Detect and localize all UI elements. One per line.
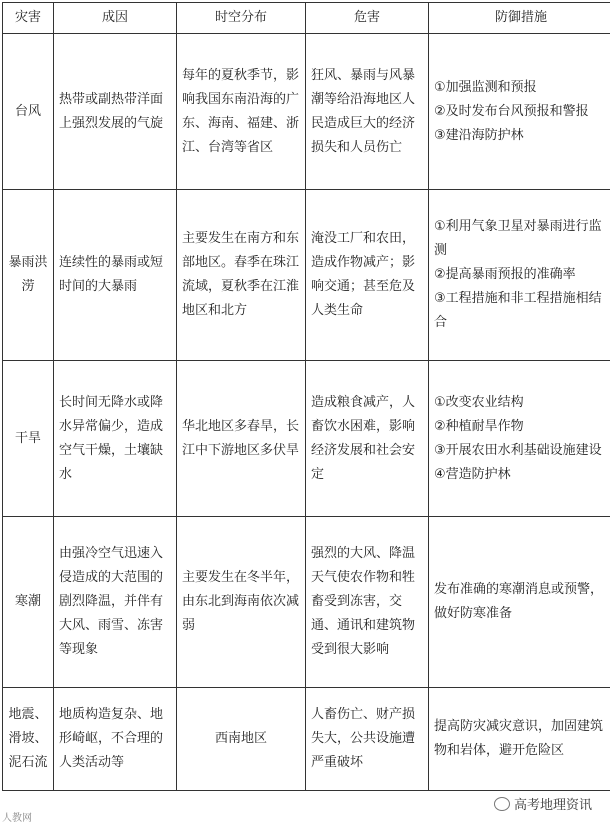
defense-item: ②及时发布台风预报和警报	[434, 103, 589, 119]
cell-harm: 造成粮食减产，人畜饮水困难，影响经济发展和社会安定	[306, 361, 429, 517]
cell-disaster: 地震、滑坡、泥石流	[3, 688, 54, 791]
cell-harm: 狂风、暴雨与风暴潮等给沿海地区人民造成巨大的经济损失和人员伤亡	[306, 34, 429, 190]
cell-cause: 长时间无降水或降水异常偏少，造成空气干燥，土壤缺水	[54, 361, 177, 517]
cell-cause: 地质构造复杂、地形崎岖，不合理的人类活动等	[54, 688, 177, 791]
table-header-row	[3, 3, 610, 34]
defense-item: ①加强监测和预报	[434, 79, 537, 95]
table-row	[3, 190, 610, 361]
disaster-table	[2, 2, 610, 791]
watermark-right	[490, 793, 596, 814]
defense-item: ①利用气象卫星对暴雨进行监测	[434, 219, 602, 258]
cell-defense	[429, 361, 610, 517]
defense-item: ③开展农田水利基础设施建设	[434, 442, 602, 458]
defense-item: 发布准确的寒潮消息或预警，做好防寒准备	[434, 582, 604, 621]
defense-item: ③工程措施和非工程措施相结合	[434, 291, 602, 330]
header-disaster: 灾害	[3, 3, 54, 34]
cell-defense	[429, 517, 610, 688]
cell-harm: 人畜伤亡、财产损失大，公共设施遭严重破坏	[306, 688, 429, 791]
cell-defense	[429, 34, 610, 190]
cell-distribution: 华北地区多春旱，长江中下游地区多伏旱	[177, 361, 306, 517]
cell-disaster: 台风	[3, 34, 54, 190]
defense-item: 提高防灾减灾意识，加固建筑物和岩体，避开危险区	[434, 719, 604, 758]
cell-defense	[429, 688, 610, 791]
watermark-left: 人教网	[2, 813, 32, 824]
cell-distribution: 主要发生在冬半年，由东北到海南依次减弱	[177, 517, 306, 688]
cell-disaster: 寒潮	[3, 517, 54, 688]
cell-cause: 连续性的暴雨或短时间的大暴雨	[54, 190, 177, 361]
cell-defense	[429, 190, 610, 361]
defense-item: ④营造防护林	[434, 466, 511, 482]
header-defense: 防御措施	[429, 3, 610, 34]
defense-item: ③建沿海防护林	[434, 127, 524, 143]
cell-harm: 强烈的大风、降温天气使农作物和牲畜受到冻害，交通、通讯和建筑物受到很大影响	[306, 517, 429, 688]
cell-cause: 热带或副热带洋面上强烈发展的气旋	[54, 34, 177, 190]
cell-distribution: 每年的夏秋季节，影响我国东南沿海的广东、海南、福建、浙江、台湾等省区	[177, 34, 306, 190]
header-distribution: 时空分布	[177, 3, 306, 34]
header-harm: 危害	[306, 3, 429, 34]
cell-cause: 由强冷空气迅速入侵造成的大范围的剧烈降温，并伴有大风、雨雪、冻害等现象	[54, 517, 177, 688]
table-row	[3, 34, 610, 190]
defense-item: ②种植耐旱作物	[434, 418, 524, 434]
table-row	[3, 517, 610, 688]
cell-disaster: 干旱	[3, 361, 54, 517]
header-cause: 成因	[54, 3, 177, 34]
cell-harm: 淹没工厂和农田，造成作物减产；影响交通；甚至危及人类生命	[306, 190, 429, 361]
wechat-icon	[494, 797, 510, 811]
watermark-text: 高考地理资讯	[513, 798, 592, 813]
defense-item: ②提高暴雨预报的准确率	[434, 267, 576, 282]
cell-distribution: 主要发生在南方和东部地区。春季在珠江流域，夏秋季在江淮地区和北方	[177, 190, 306, 361]
table-row	[3, 361, 610, 517]
table-row	[3, 688, 610, 791]
cell-distribution: 西南地区	[177, 688, 306, 791]
defense-item: ①改变农业结构	[434, 394, 524, 410]
cell-disaster: 暴雨洪涝	[3, 190, 54, 361]
